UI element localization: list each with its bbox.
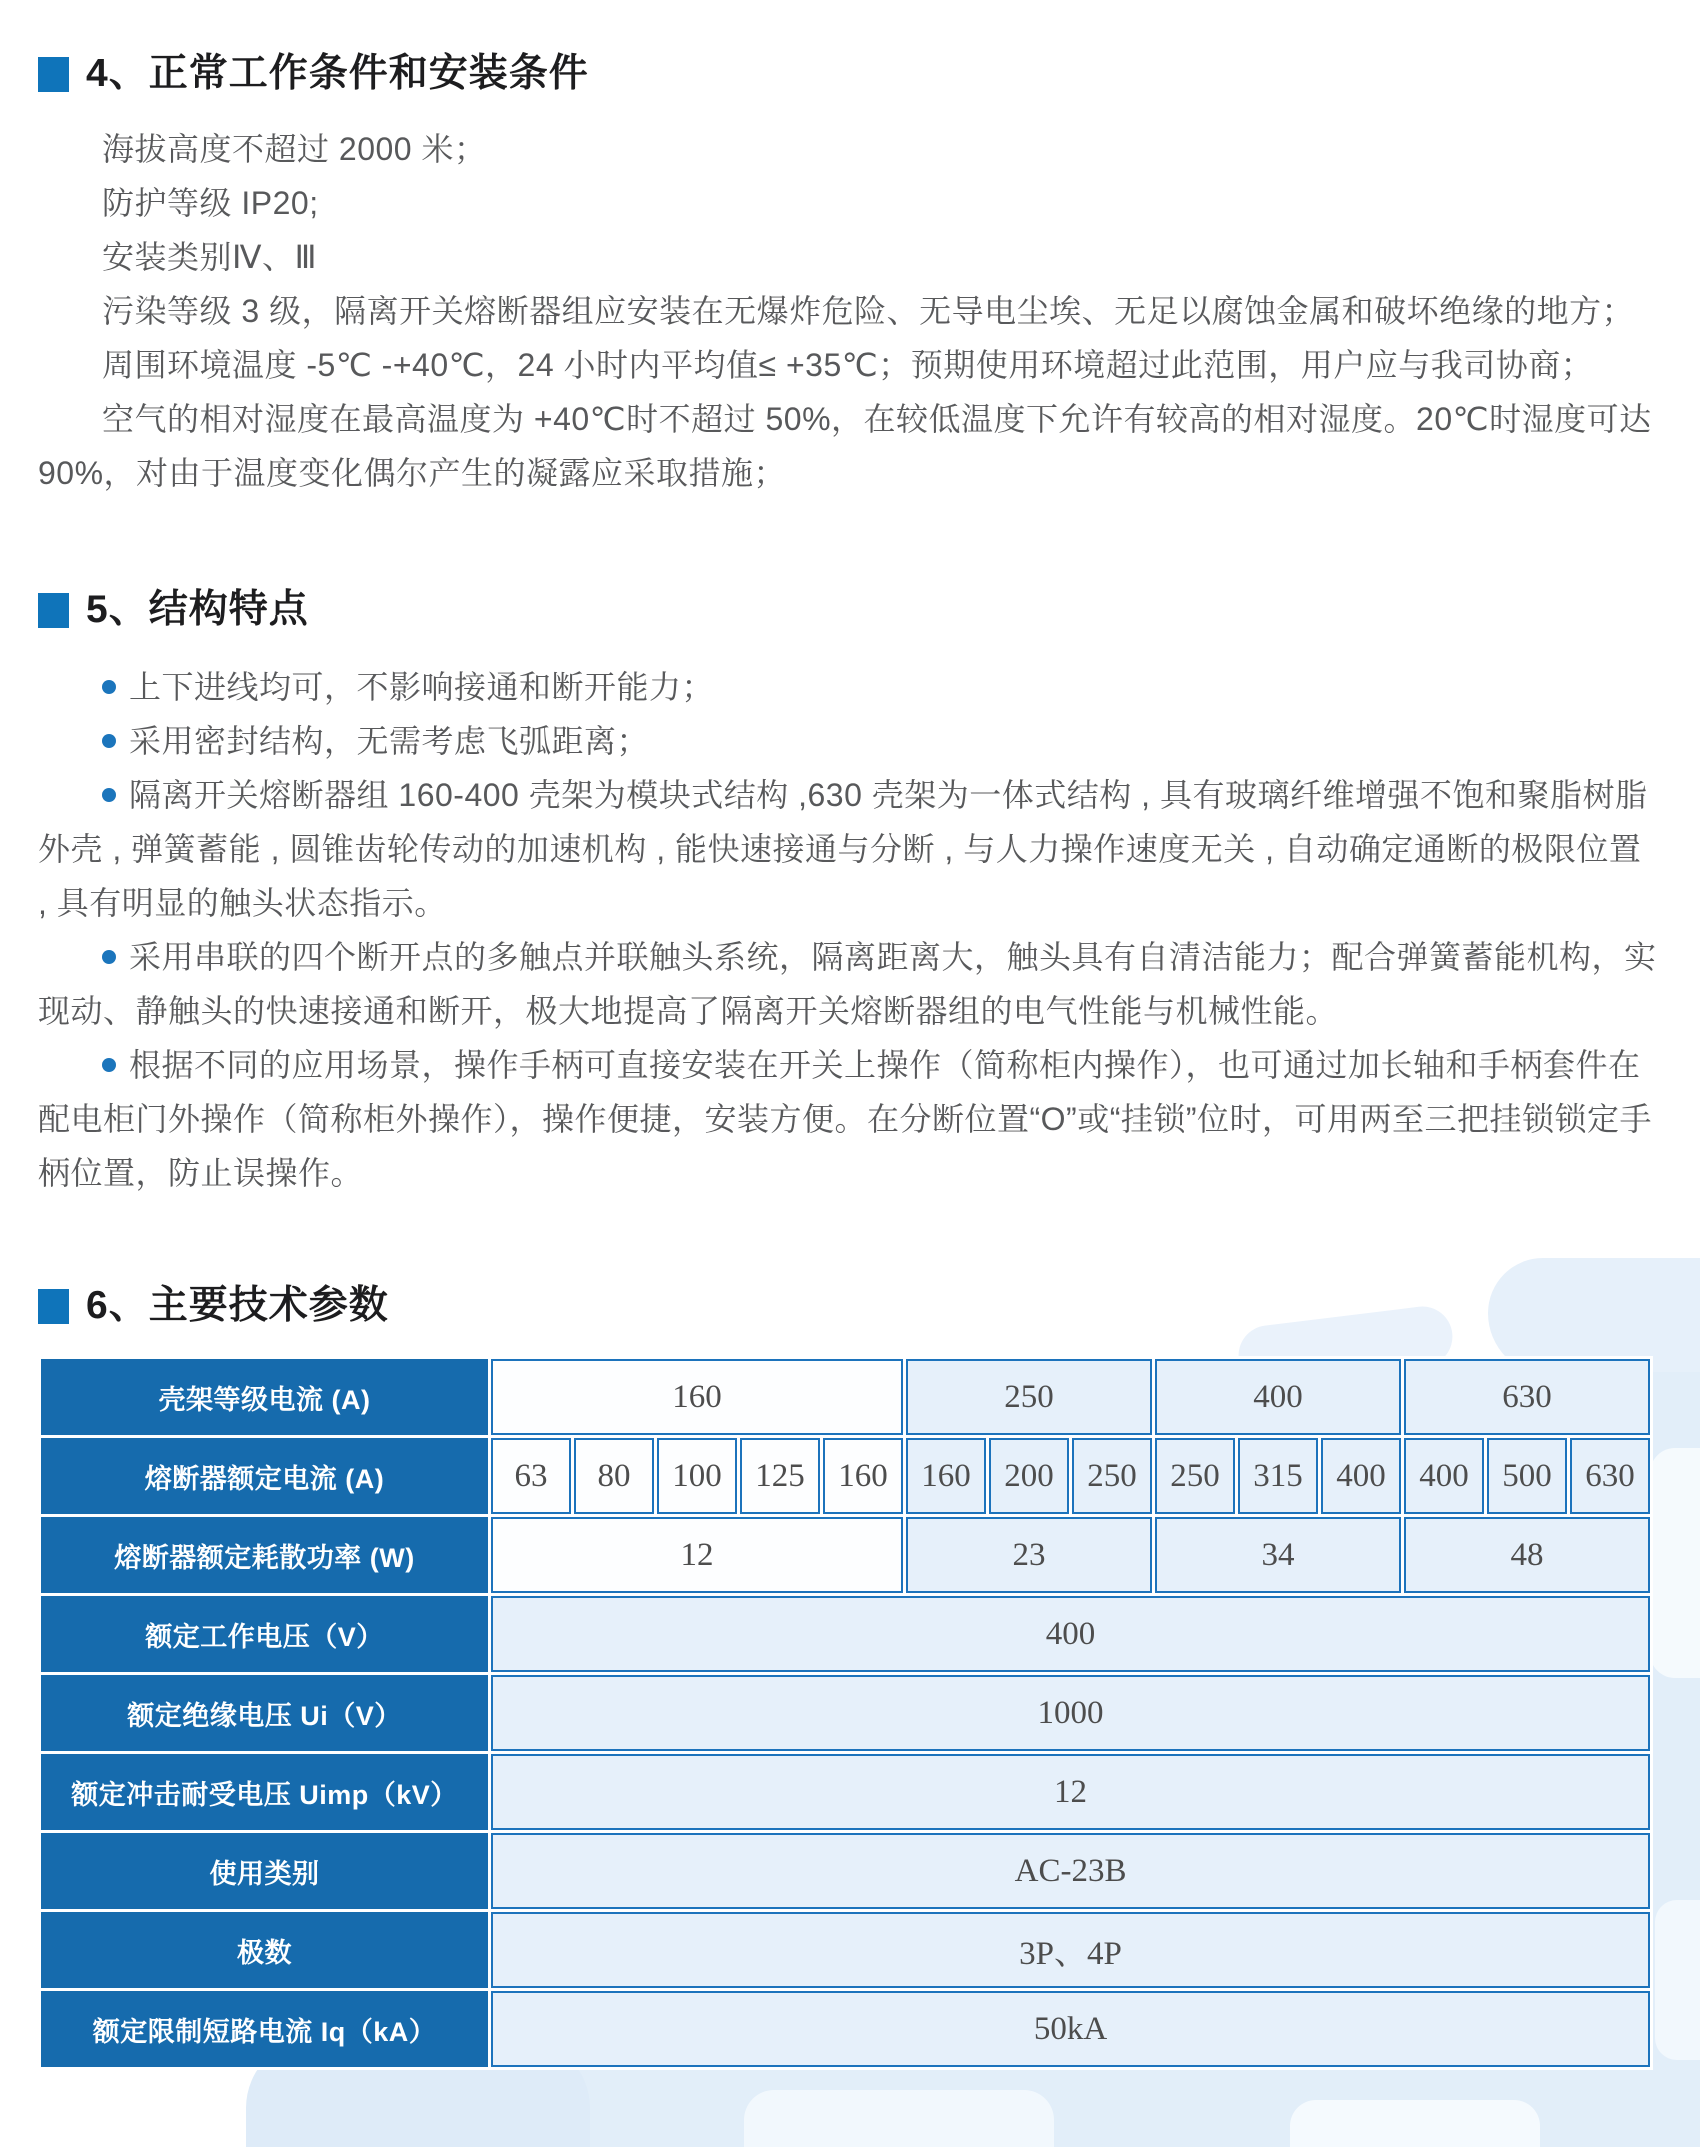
value-cell: 160 bbox=[491, 1359, 903, 1435]
section-4-title: 4、正常工作条件和安装条件 bbox=[86, 52, 589, 95]
table-row bbox=[41, 1675, 1650, 1751]
value-cell: 250 bbox=[906, 1359, 1152, 1435]
value-cell: 3P、4P bbox=[491, 1912, 1650, 1988]
value-cell: 400 bbox=[491, 1596, 1650, 1672]
bullet-text: 上下进线均可，不影响接通和断开能力； bbox=[129, 669, 715, 705]
value-cell: 1000 bbox=[491, 1675, 1650, 1751]
paragraph: 空气的相对湿度在最高温度为 +40℃时不超过 50%，在较低温度下允许有较高的相对湿度。20℃时湿度可达 90%，对由于温度变化偶尔产生的凝露应采取措施； bbox=[38, 401, 1652, 491]
row-label: 极数 bbox=[41, 1912, 488, 1988]
paragraph: 污染等级 3 级，隔离开关熔断器组应安装在无爆炸危险、无导电尘埃、无足以腐蚀金属和破坏绝缘的地方； bbox=[102, 293, 1635, 329]
value-cell: 80 bbox=[574, 1438, 654, 1514]
value-cell: 50kA bbox=[491, 1991, 1650, 2067]
value-cell: 63 bbox=[491, 1438, 571, 1514]
table-row bbox=[41, 1596, 1650, 1672]
value-cell: 125 bbox=[740, 1438, 820, 1514]
paragraph: 周围环境温度 -5℃ -+40℃，24 小时内平均值≤ +35℃；预期使用环境超过此范围，用户应与我司协商； bbox=[102, 347, 1594, 383]
value-cell: 160 bbox=[906, 1438, 986, 1514]
bullet-icon bbox=[102, 950, 116, 964]
section-5 bbox=[38, 588, 1660, 1200]
bullet-item bbox=[38, 660, 1660, 714]
bullet-icon bbox=[102, 788, 116, 802]
bullet-item bbox=[38, 714, 1660, 768]
bullet-icon bbox=[102, 1058, 116, 1072]
value-cell: 250 bbox=[1155, 1438, 1235, 1514]
row-label: 熔断器额定电流 (A) bbox=[41, 1438, 488, 1514]
value-cell: 250 bbox=[1072, 1438, 1152, 1514]
table-row bbox=[41, 1517, 1650, 1593]
value-cell: 400 bbox=[1155, 1359, 1401, 1435]
bullet-item bbox=[38, 768, 1660, 930]
row-label: 额定限制短路电流 Iq（kA） bbox=[41, 1991, 488, 2067]
value-cell: 315 bbox=[1238, 1438, 1318, 1514]
value-cell: 200 bbox=[989, 1438, 1069, 1514]
paragraph: 海拔高度不超过 2000 米； bbox=[102, 131, 487, 167]
value-cell: 630 bbox=[1404, 1359, 1650, 1435]
row-label: 额定绝缘电压 Ui（V） bbox=[41, 1675, 488, 1751]
value-cell: 100 bbox=[657, 1438, 737, 1514]
value-cell: 400 bbox=[1321, 1438, 1401, 1514]
row-label: 额定冲击耐受电压 Uimp（kV） bbox=[41, 1754, 488, 1830]
section-marker-icon bbox=[38, 1289, 69, 1324]
row-label: 使用类别 bbox=[41, 1833, 488, 1909]
params-table bbox=[38, 1356, 1653, 2070]
value-cell: 160 bbox=[823, 1438, 903, 1514]
value-cell: 12 bbox=[491, 1517, 903, 1593]
paragraph: 安装类别Ⅳ、Ⅲ bbox=[102, 239, 318, 275]
value-cell: 12 bbox=[491, 1754, 1650, 1830]
row-label: 壳架等级电流 (A) bbox=[41, 1359, 488, 1435]
value-cell: 630 bbox=[1570, 1438, 1650, 1514]
row-label: 熔断器额定耗散功率 (W) bbox=[41, 1517, 488, 1593]
section-4-body bbox=[38, 122, 1660, 500]
section-marker-icon bbox=[38, 57, 69, 92]
table-row bbox=[41, 1991, 1650, 2067]
value-cell: 500 bbox=[1487, 1438, 1567, 1514]
bullet-text: 采用串联的四个断开点的多触点并联触头系统，隔离距离大，触头具有自清洁能力；配合弹簧蓄能机构，实现动、静触头的快速接通和断开，极大地提高了隔离开关熔断器组的电气性能与机械性能。 bbox=[38, 939, 1657, 1029]
bullet-item bbox=[38, 930, 1660, 1038]
paragraph: 防护等级 IP20; bbox=[102, 185, 319, 221]
bullet-icon bbox=[102, 680, 116, 694]
section-marker-icon bbox=[38, 593, 69, 628]
section-6 bbox=[38, 1284, 1660, 2070]
section-5-body bbox=[38, 660, 1660, 1200]
table-row bbox=[41, 1912, 1650, 1988]
map-decoration bbox=[744, 2090, 1054, 2147]
section-5-heading bbox=[38, 588, 1660, 632]
section-6-title: 6、主要技术参数 bbox=[86, 1284, 389, 1327]
table-row bbox=[41, 1438, 1650, 1514]
value-cell: 23 bbox=[906, 1517, 1152, 1593]
section-5-title: 5、结构特点 bbox=[86, 588, 309, 631]
section-4-heading bbox=[38, 52, 1660, 96]
bullet-text: 采用密封结构，无需考虑飞弧距离； bbox=[129, 723, 650, 759]
value-cell: 34 bbox=[1155, 1517, 1401, 1593]
bullet-item bbox=[38, 1038, 1660, 1200]
value-cell: AC-23B bbox=[491, 1833, 1650, 1909]
section-6-heading bbox=[38, 1284, 1660, 1328]
bullet-text: 隔离开关熔断器组 160-400 壳架为模块式结构 ,630 壳架为一体式结构 , 具有玻璃纤维增强不饱和聚脂树脂外壳 , 弹簧蓄能 , 圆锥齿轮传动的加速机构 , 能快速接通与分断 , 与人力操作速度无关 , 自动确定通断的极限位置 , 具有明显的触头状态指示。 bbox=[38, 777, 1648, 921]
bullet-icon bbox=[102, 734, 116, 748]
table-row bbox=[41, 1359, 1650, 1435]
map-decoration bbox=[1290, 2100, 1540, 2147]
table-row bbox=[41, 1833, 1650, 1909]
value-cell: 48 bbox=[1404, 1517, 1650, 1593]
bullet-text: 根据不同的应用场景，操作手柄可直接安装在开关上操作（简称柜内操作），也可通过加长轴和手柄套件在配电柜门外操作（简称柜外操作），操作便捷，安装方便。在分断位置“O”或“挂锁”位时，可用两至三把挂锁锁定手柄位置，防止误操作。 bbox=[38, 1047, 1653, 1191]
section-4 bbox=[38, 52, 1660, 500]
row-label: 额定工作电压（V） bbox=[41, 1596, 488, 1672]
table-row bbox=[41, 1754, 1650, 1830]
value-cell: 400 bbox=[1404, 1438, 1484, 1514]
